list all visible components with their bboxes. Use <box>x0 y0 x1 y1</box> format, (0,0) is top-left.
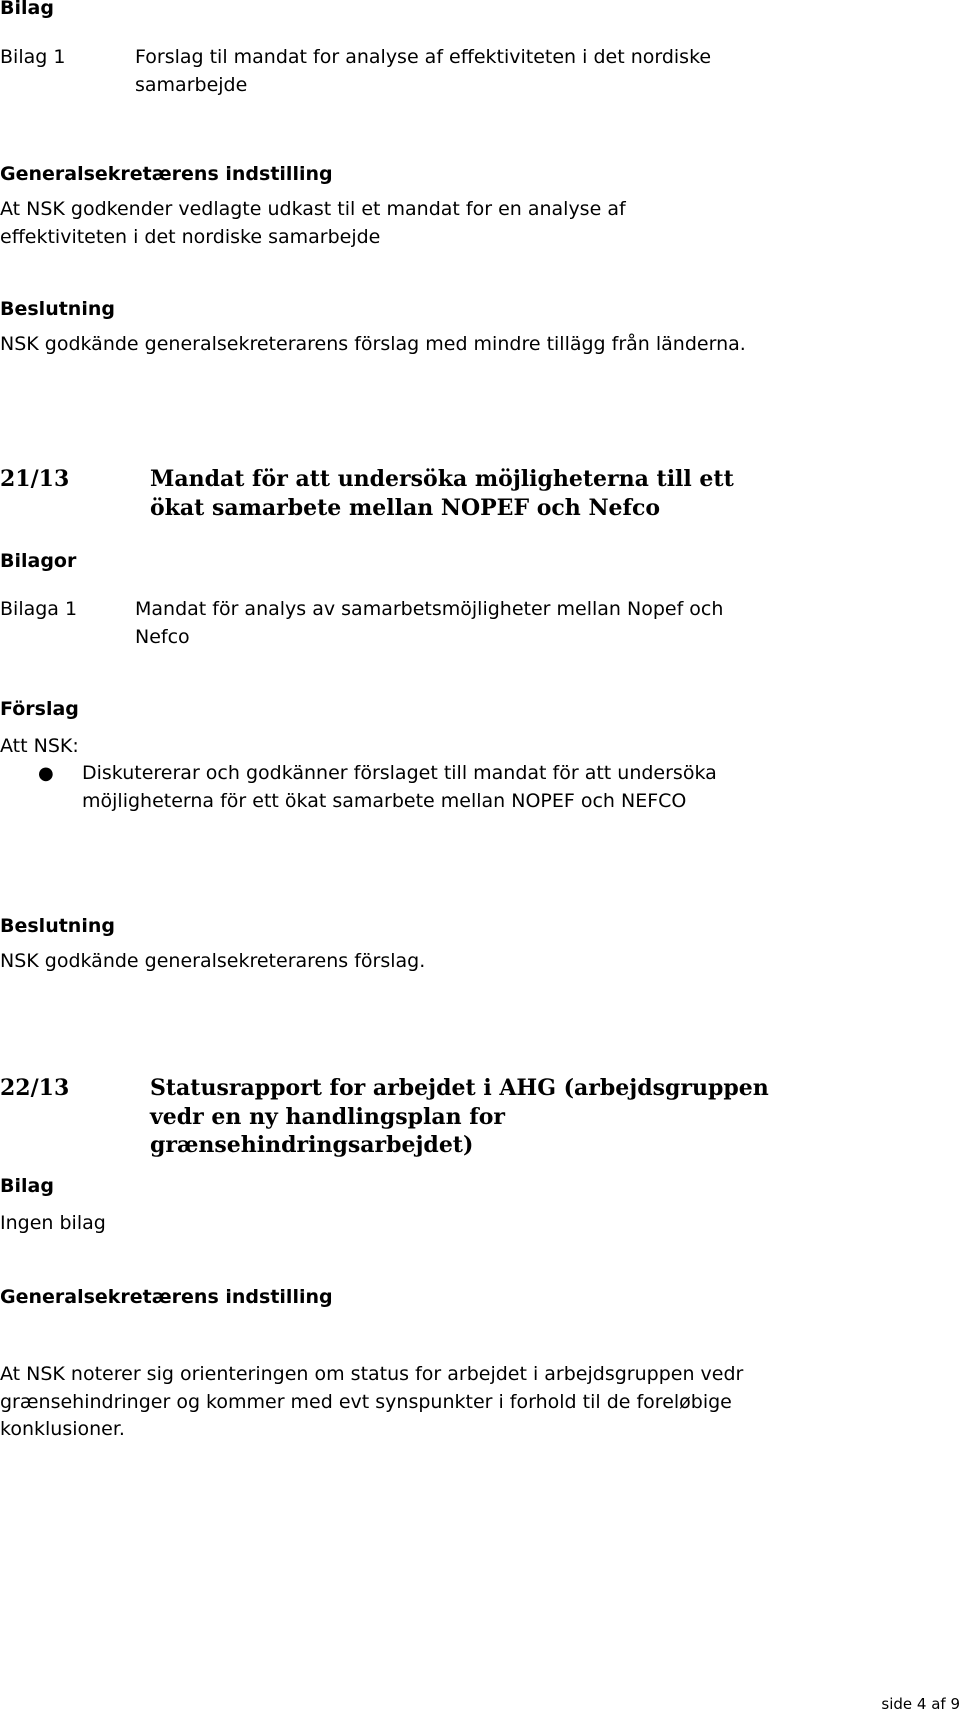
bilag-label: Bilag 1 <box>0 46 66 68</box>
bilag-heading: Bilag <box>0 0 54 19</box>
gs-indstilling-heading: Generalsekretærens indstilling <box>0 163 333 185</box>
forslag-bullet-text: Diskutererar och godkänner förslaget till mandat för att undersöka möjligheterna för ett ökat samarbete mellan NOPEF och NEFCO <box>82 762 717 812</box>
bilaga-label: Bilaga 1 <box>0 598 78 620</box>
forslag-bullet-item <box>0 760 960 820</box>
bullet-icon: ● <box>38 763 54 784</box>
item-title-21: Mandat för att undersöka möjligheterna till ett ökat samarbete mellan NOPEF och Nefco <box>150 466 734 521</box>
bilag-description: Forslag til mandat for analyse af effektiviteten i det nordiske samarbejde <box>135 46 712 96</box>
bilag-heading-22: Bilag <box>0 1175 54 1197</box>
item-number-21: 21/13 <box>0 466 70 492</box>
beslutning-heading-21: Beslutning <box>0 915 115 937</box>
bilag-list-row <box>0 44 960 104</box>
bilag-text-22: Ingen bilag <box>0 1212 106 1234</box>
item-title-22: Statusrapport for arbejdet i AHG (arbejdsgruppen vedr en ny handlingsplan for grænsehindringsarbejdet) <box>150 1075 769 1158</box>
item-number-22: 22/13 <box>0 1075 70 1101</box>
beslutning-heading: Beslutning <box>0 298 115 320</box>
gs-indstilling-heading-22: Generalsekretærens indstilling <box>0 1286 333 1308</box>
forslag-heading: Förslag <box>0 698 79 720</box>
gs-indstilling-text: At NSK godkender vedlagte udkast til et mandat for en analyse af effektiviteten i det nordiske samarbejde <box>0 198 626 248</box>
page-number: side 4 af 9 <box>881 1695 960 1713</box>
bilagor-heading: Bilagor <box>0 550 77 572</box>
bilaga-row <box>0 596 960 656</box>
beslutning-text-21: NSK godkände generalsekreterarens förslag. <box>0 950 426 972</box>
bilaga-description: Mandat för analys av samarbetsmöjligheter mellan Nopef och Nefco <box>135 598 724 648</box>
gs-indstilling-text-22: At NSK noterer sig orienteringen om status for arbejdet i arbejdsgruppen vedr grænsehindringer og kommer med evt synspunkter i forhold til de foreløbige konklusioner. <box>0 1363 744 1440</box>
forslag-intro: Att NSK: <box>0 735 79 757</box>
beslutning-text: NSK godkände generalsekreterarens förslag med mindre tillägg från länderna. <box>0 333 746 355</box>
